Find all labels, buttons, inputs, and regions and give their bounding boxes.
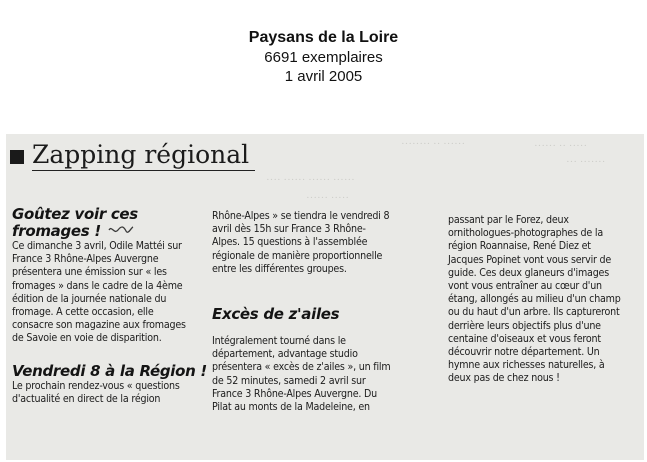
- square-bullet-icon: [10, 150, 24, 164]
- article-title-fromages: [12, 206, 212, 240]
- body-line: fromages » dans le cadre de la 4ème: [12, 279, 183, 292]
- rubric-title: Zapping régional: [32, 140, 255, 171]
- body-line: d'actualité en direct de la région: [12, 392, 161, 405]
- article-body-vendredi-part1: [12, 380, 212, 406]
- body-line: vont vous entraîner au cœur d'un: [448, 280, 602, 293]
- body-line: France 3 Rhône-Alpes Auvergne. Du: [212, 387, 377, 400]
- title-line: Goûtez voir ces: [12, 205, 138, 223]
- document-header: [0, 28, 647, 86]
- body-line: Rhône-Alpes » se tiendra le vendredi 8: [212, 210, 390, 222]
- body-line: Jacques Popinet vont vous servir de: [448, 253, 612, 266]
- body-line: étang, allongés au milieu d'un champ: [448, 293, 621, 306]
- column-3: [448, 214, 636, 386]
- column-2: [212, 210, 425, 414]
- body-line: présentera une émission sur « les: [12, 266, 167, 279]
- body-line: guide. Ces deux glaneurs d'images: [448, 266, 609, 279]
- body-line: Alpes. 15 questions à l'assemblée: [212, 236, 368, 249]
- body-line: derrière leurs objectifs plus d'une: [448, 319, 601, 332]
- column-1: [12, 206, 212, 406]
- article-title-exces: Excès de z'ailes: [212, 305, 340, 324]
- article-body-exces-part1: [212, 335, 425, 414]
- section-rubric: [10, 140, 255, 171]
- publication-date: 1 avril 2005: [284, 68, 363, 85]
- body-line: ornithologues-photographes de la: [448, 227, 603, 240]
- bleed-through-text: ······ ·· ·····: [534, 140, 588, 152]
- body-line: entre les différentes groupes.: [212, 262, 347, 275]
- body-line: de Savoie en voie de disparition.: [12, 332, 162, 345]
- body-line: découvrir notre département. Un: [448, 346, 600, 359]
- pen-mark-icon: [108, 223, 134, 240]
- title-line: fromages !: [12, 222, 101, 240]
- body-line: hymne aux richesses naturelles, à: [448, 359, 605, 372]
- body-line: de 52 minutes, samedi 2 avril sur: [212, 374, 366, 387]
- body-line: avril dès 15h sur France 3 Rhône-: [212, 223, 366, 236]
- title-line-with-mark: [12, 223, 212, 240]
- bleed-through-text: ··· ·······: [566, 156, 606, 168]
- publication-name: Paysans de la Loire: [248, 29, 399, 46]
- body-line: consacre son magazine aux fromages: [12, 319, 186, 332]
- article-title-vendredi: Vendredi 8 à la Région !: [12, 361, 207, 380]
- body-line: présentera « excès de z'ailes », un film: [212, 361, 391, 374]
- body-line: régionale de manière proportionnelle: [212, 249, 383, 262]
- bleed-through-text: ········ ·· ······: [401, 138, 466, 150]
- article-body-exces-part2: [448, 214, 636, 386]
- body-line: département, advantage studio: [212, 348, 358, 361]
- body-line: France 3 Rhône-Alpes Auvergne: [12, 253, 159, 266]
- body-line: Ce dimanche 3 avril, Odile Mattéi sur: [12, 240, 182, 252]
- body-line: région Roannaise, René Diez et: [448, 240, 591, 253]
- circulation: 6691 exemplaires: [264, 49, 383, 66]
- body-line: ou du haut d'un arbre. Ils captureront: [448, 306, 620, 319]
- article-body-fromages: [12, 240, 212, 346]
- body-line: passant par le Forez, deux: [448, 214, 569, 226]
- body-line: Pilat au monts de la Madeleine, en: [212, 401, 370, 414]
- newspaper-clipping: [6, 134, 644, 460]
- body-line: centaine d'oiseaux et vous feront: [448, 332, 601, 345]
- bleed-through-text: ······ ·····: [306, 192, 350, 204]
- body-line: fromage. A cette occasion, elle: [12, 306, 154, 319]
- body-line: deux pas de chez nous !: [448, 372, 560, 385]
- bleed-through-text: ···· ······ ······ ······: [266, 174, 355, 186]
- body-line: Le prochain rendez-vous « questions: [12, 379, 180, 392]
- article-body-vendredi-part2: [212, 210, 425, 276]
- body-line: Intégralement tourné dans le: [212, 335, 346, 348]
- body-line: édition de la journée nationale du: [12, 292, 167, 305]
